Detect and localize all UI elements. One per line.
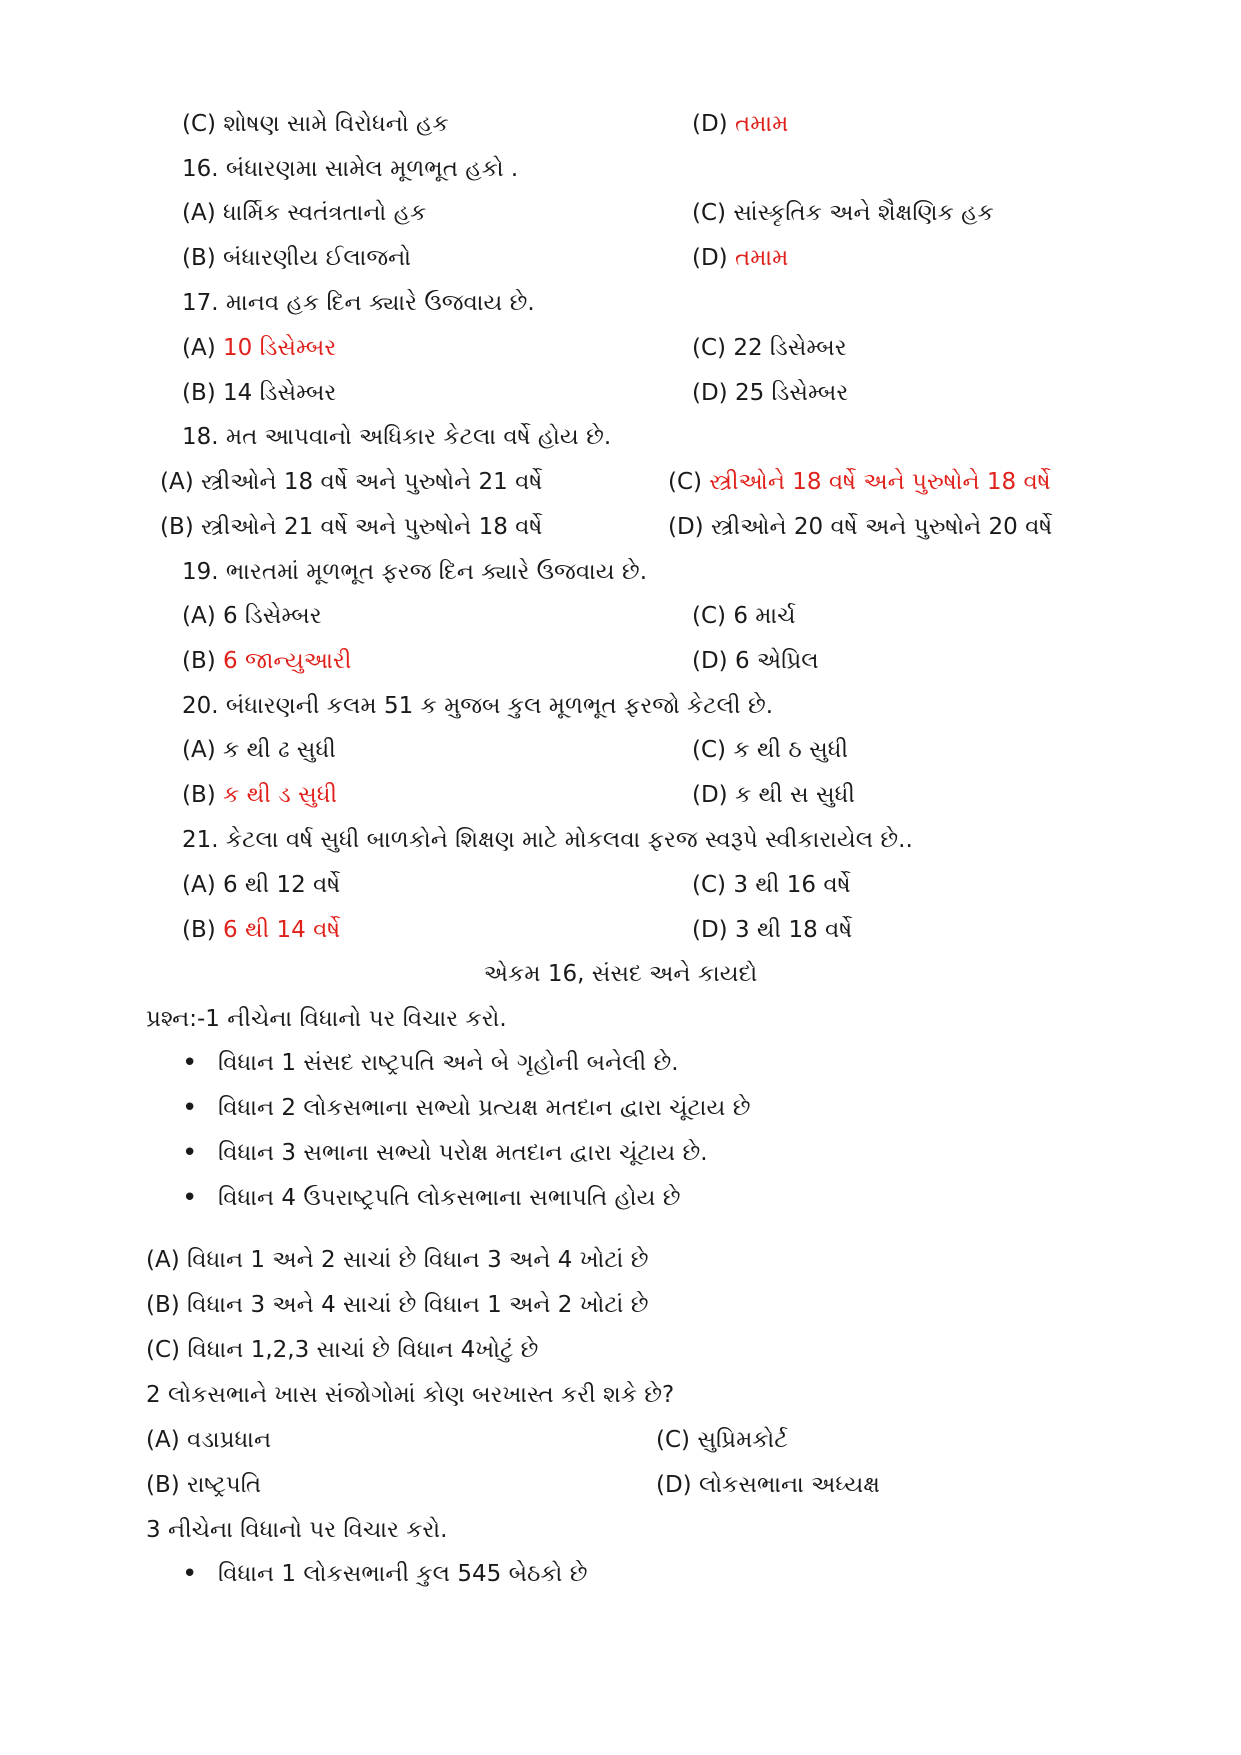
option-label: (D) (692, 111, 735, 137)
q19-option-d: (D) 6 એપ્રિલ (692, 648, 819, 674)
p1-statement: વિધાન 2 લોકસભાના સભ્યો પ્રત્યક્ષ મતદાન દ્વારા ચૂંટાય છે (218, 1095, 751, 1121)
p2-option-a: (A) વડાપ્રધાન (146, 1427, 272, 1453)
q19-question: 19. ભારતમાં મૂળભૂત ફરજ દિન ક્યારે ઉજવાય છે. (182, 559, 648, 585)
correct-answer: 6 થી 14 વર્ષે (223, 917, 341, 943)
q21-question: 21. કેટલા વર્ષ સુધી બાળકોને શિક્ષણ માટે મોકલવા ફરજ સ્વરૂપે સ્વીકારાયેલ છે.. (182, 827, 913, 853)
p3-statement: વિધાન 1 લોકસભાની કુલ 545 બેઠકો છે (218, 1561, 588, 1587)
p2-option-c: (C) સુપ્રિમકોર્ટ (656, 1427, 788, 1453)
q18-option-a: (A) સ્ત્રીઓને 18 વર્ષે અને પુરુષોને 21 વર્ષે (160, 469, 543, 495)
correct-answer: 10 ડિસેમ્બર (223, 335, 337, 361)
p1-option-c: (C) વિધાન 1,2,3 સાચાં છે વિધાન 4ખોટું છે (146, 1337, 539, 1363)
correct-answer: તમામ (734, 111, 789, 137)
q16-question: 16. બંધારણમા સામેલ મૂળભૂત હકો . (182, 156, 519, 182)
option-label: (D) (692, 245, 735, 271)
q18-question: 18. મત આપવાનો અધિકાર કેટલા વર્ષે હોય છે. (182, 424, 612, 450)
q21-option-c: (C) 3 થી 16 વર્ષે (692, 872, 851, 898)
option-label: (B) (182, 648, 224, 674)
q18-option-b: (B) સ્ત્રીઓને 21 વર્ષે અને પુરુષોને 18 વર્ષે (160, 514, 543, 540)
correct-answer: ક થી ડ સુધી (223, 782, 338, 808)
option-label: (A) (182, 335, 223, 361)
bullet-icon: • (182, 1138, 198, 1168)
correct-answer: 6 જાન્યુઆરી (223, 648, 352, 674)
q17-option-b: (B) 14 ડિસેમ્બર (182, 380, 337, 406)
p1-statement: વિધાન 3 સભાના સભ્યો પરોક્ષ મતદાન દ્વારા ચૂંટાય છે. (218, 1140, 708, 1166)
q16-option-b: (B) બંધારણીય ઈલાજનો (182, 245, 412, 271)
q15-option-d (692, 108, 788, 140)
p1-statement: વિધાન 1 સંસદ રાષ્ટ્રપતિ અને બે ગૃહોની બનેલી છે. (218, 1050, 679, 1076)
q20-option-a: (A) ક થી ઢ સુધી (182, 737, 336, 763)
q20-question: 20. બંધારણની કલમ 51 ક મુજબ કુલ મૂળભૂત ફરજો કેટલી છે. (182, 693, 774, 719)
q17-option-c: (C) 22 ડિસેમ્બર (692, 335, 847, 361)
option-label: (B) (182, 917, 224, 943)
q16-option-d (692, 242, 788, 274)
q18-option-d: (D) સ્ત્રીઓને 20 વર્ષે અને પુરુષોને 20 વર્ષે (668, 514, 1053, 540)
p3-question: 3 નીચેના વિધાનો પર વિચાર કરો. (146, 1517, 448, 1543)
q17-option-d: (D) 25 ડિસેમ્બર (692, 380, 849, 406)
p1-statement: વિધાન 4 ઉપરાષ્ટ્રપતિ લોકસભાના સભાપતિ હોય છે (218, 1185, 681, 1211)
q19-option-b (182, 645, 352, 677)
q20-option-b (182, 779, 337, 811)
option-label: (C) (668, 469, 710, 495)
q20-option-d: (D) ક થી સ સુધી (692, 782, 855, 808)
p1-option-a: (A) વિધાન 1 અને 2 સાચાં છે વિધાન 3 અને 4 ખોટાં છે (146, 1247, 649, 1273)
bullet-icon: • (182, 1093, 198, 1123)
bullet-icon: • (182, 1048, 198, 1078)
q16-option-c: (C) સાંસ્કૃતિક અને શૈક્ષણિક હક (692, 200, 994, 226)
p2-question: 2 લોકસભાને ખાસ સંજોગોમાં કોણ બરખાસ્ત કરી શકે છે? (146, 1382, 675, 1408)
q17-option-a (182, 332, 336, 364)
bullet-icon: • (182, 1183, 198, 1213)
q19-option-c: (C) 6 માર્ચ (692, 603, 796, 629)
p1-option-b: (B) વિધાન 3 અને 4 સાચાં છે વિધાન 1 અને 2 ખોટાં છે (146, 1292, 649, 1318)
p2-option-b: (B) રાષ્ટ્રપતિ (146, 1472, 262, 1498)
q21-option-b (182, 914, 340, 946)
q17-question: 17. માનવ હક દિન ક્યારે ઉજવાય છે. (182, 290, 535, 316)
unit-heading: એકમ 16, સંસદ અને કાયદો (483, 961, 758, 987)
q20-option-c: (C) ક થી ઠ સુધી (692, 737, 849, 763)
option-label: (B) (182, 782, 224, 808)
bullet-icon: • (182, 1559, 198, 1589)
q18-option-c (668, 466, 1051, 498)
q16-option-a: (A) ધાર્મિક સ્વતંત્રતાનો હક (182, 200, 427, 226)
correct-answer: સ્ત્રીઓને 18 વર્ષે અને પુરુષોને 18 વર્ષે (709, 469, 1051, 495)
q15-option-c: (C) શોષણ સામે વિરોધનો હક (182, 111, 449, 137)
q19-option-a: (A) 6 ડિસેમ્બર (182, 603, 322, 629)
q21-option-d: (D) 3 થી 18 વર્ષે (692, 917, 853, 943)
p1-question: પ્રશ્ન:-1 નીચેના વિધાનો પર વિચાર કરો. (146, 1006, 507, 1032)
correct-answer: તમામ (734, 245, 789, 271)
p2-option-d: (D) લોકસભાના અધ્યક્ષ (656, 1472, 880, 1498)
q21-option-a: (A) 6 થી 12 વર્ષે (182, 872, 341, 898)
